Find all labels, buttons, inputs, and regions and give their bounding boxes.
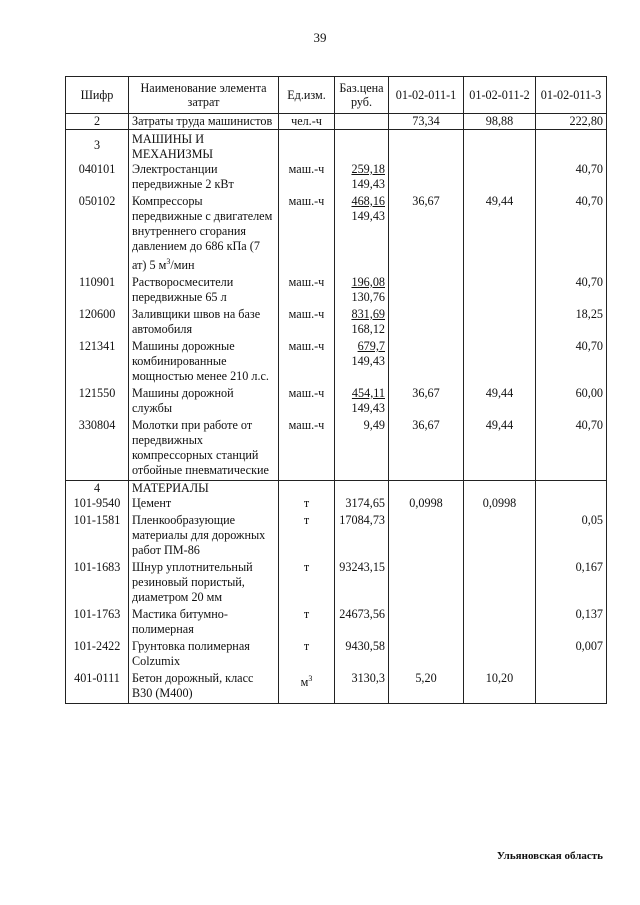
material-price: 24673,56 xyxy=(335,607,389,639)
material-price: 9430,58 xyxy=(335,639,389,671)
machine-price-top: 468,16 xyxy=(351,194,385,208)
machine-name xyxy=(129,162,279,194)
machine-v1 xyxy=(389,275,464,307)
labor-v3: 222,80 xyxy=(536,114,607,130)
material-unit-text: т xyxy=(303,513,310,528)
material-code: 101-9540 xyxy=(66,496,129,513)
material-unit xyxy=(279,513,335,560)
material-code: 101-1763 xyxy=(66,607,129,639)
material-price: 3130,3 xyxy=(335,671,389,704)
machine-price-top: 454,11 xyxy=(351,386,385,401)
materials-section-title: МАТЕРИАЛЫ xyxy=(129,481,279,497)
machine-v2 xyxy=(464,339,536,386)
machine-code: 121550 xyxy=(66,386,129,418)
machine-unit: маш.-ч xyxy=(279,339,335,386)
machine-price-bottom: 149,43 xyxy=(351,354,385,369)
material-unit xyxy=(279,639,335,671)
machine-row xyxy=(66,162,607,194)
machines-section-code: 3 xyxy=(66,130,129,163)
machine-row xyxy=(66,307,607,339)
machine-name-tail: /мин xyxy=(170,258,195,273)
machine-code: 121341 xyxy=(66,339,129,386)
material-v1 xyxy=(389,513,464,560)
material-name: Шнур уплотнительный резиновый пористый, диаметром 20 мм xyxy=(129,560,279,607)
labor-unit: чел.-ч xyxy=(279,114,335,130)
machine-code: 110901 xyxy=(66,275,129,307)
machine-v2 xyxy=(464,307,536,339)
material-unit xyxy=(279,607,335,639)
machine-price-top: 831,69 xyxy=(351,307,385,322)
material-v3 xyxy=(536,496,607,513)
machine-name xyxy=(129,194,279,275)
material-row xyxy=(66,496,607,513)
material-v1 xyxy=(389,607,464,639)
machine-v3: 40,70 xyxy=(536,275,607,307)
material-v3: 0,167 xyxy=(536,560,607,607)
machine-name-text: Молотки при работе от передвижных компрессорных станций отбойные пневматические xyxy=(132,418,269,478)
machine-row xyxy=(66,275,607,307)
machine-name-text: Компрессоры передвижные с двигателем внутреннего сгорания давлением до 686 кПа (7 ат) 5 м xyxy=(132,194,273,273)
machine-v1 xyxy=(389,339,464,386)
material-v3: 0,05 xyxy=(536,513,607,560)
material-name: Грунтовка полимерная Colzumix xyxy=(129,639,279,671)
machine-price xyxy=(335,275,389,307)
material-v2 xyxy=(464,560,536,607)
material-name: Цемент xyxy=(129,496,279,513)
machine-v1: 36,67 xyxy=(389,418,464,481)
machine-price-bottom: 149,43 xyxy=(351,401,385,416)
machine-unit: маш.-ч xyxy=(279,194,335,275)
machine-v2 xyxy=(464,162,536,194)
header-row xyxy=(66,77,607,114)
resource-rates-table xyxy=(65,76,607,704)
machine-v3: 60,00 xyxy=(536,386,607,418)
machine-price-top: 259,18 xyxy=(351,162,385,176)
machine-name xyxy=(129,386,279,418)
material-name: Мастика битумно-полимерная xyxy=(129,607,279,639)
material-code: 401-0111 xyxy=(66,671,129,704)
header-col2: 01-02-011-2 xyxy=(464,77,536,114)
material-unit-text: м xyxy=(300,675,309,690)
machine-price-bottom: 149,43 xyxy=(351,209,385,223)
machine-name xyxy=(129,339,279,386)
machine-name-text: Машины дорожной службы xyxy=(132,386,234,416)
machine-unit: маш.-ч xyxy=(279,418,335,481)
machine-v3: 40,70 xyxy=(536,339,607,386)
material-v2 xyxy=(464,607,536,639)
machine-v3: 18,25 xyxy=(536,307,607,339)
machine-unit: маш.-ч xyxy=(279,307,335,339)
machine-code: 120600 xyxy=(66,307,129,339)
machine-v1 xyxy=(389,162,464,194)
machine-name xyxy=(129,307,279,339)
machine-v2: 49,44 xyxy=(464,386,536,418)
machine-row xyxy=(66,418,607,481)
material-v2 xyxy=(464,513,536,560)
material-price: 93243,15 xyxy=(335,560,389,607)
superscript: 3 xyxy=(308,674,313,684)
machine-unit: маш.-ч xyxy=(279,386,335,418)
machine-name-text: Электростанции передвижные 2 кВт xyxy=(132,162,234,191)
material-v2: 10,20 xyxy=(464,671,536,704)
machine-price xyxy=(335,339,389,386)
material-unit xyxy=(279,560,335,607)
labor-price xyxy=(335,114,389,130)
material-price: 17084,73 xyxy=(335,513,389,560)
machine-row xyxy=(66,386,607,418)
header-col1: 01-02-011-1 xyxy=(389,77,464,114)
material-unit-text: т xyxy=(303,639,310,654)
machine-code: 040101 xyxy=(66,162,129,194)
machine-name-text: Заливщики швов на базе автомобиля xyxy=(132,307,261,337)
machine-price-bottom: 168,12 xyxy=(351,322,385,337)
machine-v2 xyxy=(464,275,536,307)
machine-v2: 49,44 xyxy=(464,418,536,481)
material-price: 3174,65 xyxy=(335,496,389,513)
material-row xyxy=(66,671,607,704)
machine-code: 330804 xyxy=(66,418,129,481)
material-row xyxy=(66,513,607,560)
machine-price-top: 9,49 xyxy=(363,418,385,433)
material-name: Пленкообразующие материалы для дорожных работ ПМ-86 xyxy=(129,513,279,560)
machine-name-text: Машины дорожные комбинированные мощностью менее 210 л.с. xyxy=(132,339,269,384)
material-row xyxy=(66,560,607,607)
material-v1: 0,0998 xyxy=(389,496,464,513)
machine-price xyxy=(335,386,389,418)
machine-v1: 36,67 xyxy=(389,194,464,275)
material-code: 101-1581 xyxy=(66,513,129,560)
material-v3 xyxy=(536,671,607,704)
machine-price xyxy=(335,418,389,481)
material-row xyxy=(66,607,607,639)
header-unit: Ед.изм. xyxy=(279,77,335,114)
machines-section-title: МАШИНЫ И МЕХАНИЗМЫ xyxy=(129,130,279,163)
machine-name xyxy=(129,275,279,307)
machine-price-bottom: 149,43 xyxy=(351,177,385,191)
material-row xyxy=(66,639,607,671)
machine-row xyxy=(66,194,607,275)
machine-price xyxy=(335,194,389,275)
machine-code: 050102 xyxy=(66,194,129,275)
header-price: Баз.цена руб. xyxy=(335,77,389,114)
materials-section-code: 4 xyxy=(66,481,129,497)
machine-unit: маш.-ч xyxy=(279,275,335,307)
material-unit xyxy=(279,671,335,704)
material-unit xyxy=(279,496,335,513)
machines-section-row xyxy=(66,130,607,163)
material-unit-text: т xyxy=(303,496,310,511)
machine-price-bottom: 130,76 xyxy=(351,290,385,305)
material-v1: 5,20 xyxy=(389,671,464,704)
machine-price xyxy=(335,307,389,339)
machine-v1 xyxy=(389,307,464,339)
machine-v3: 40,70 xyxy=(536,418,607,481)
header-name: Наименование элемента затрат xyxy=(129,77,279,114)
labor-row xyxy=(66,114,607,130)
machine-row xyxy=(66,339,607,386)
material-v3: 0,007 xyxy=(536,639,607,671)
material-v1 xyxy=(389,639,464,671)
material-code: 101-2422 xyxy=(66,639,129,671)
machine-v3: 40,70 xyxy=(536,194,607,275)
machine-price-top: 196,08 xyxy=(351,275,385,290)
material-v2 xyxy=(464,639,536,671)
page-number: 39 xyxy=(313,30,327,45)
material-name: Бетон дорожный, класс В30 (М400) xyxy=(129,671,279,704)
machine-name-text: Растворосмесители передвижные 65 л xyxy=(132,275,234,305)
material-code: 101-1683 xyxy=(66,560,129,607)
materials-section-row xyxy=(66,481,607,497)
material-v2: 0,0998 xyxy=(464,496,536,513)
labor-v1: 73,34 xyxy=(389,114,464,130)
labor-v2: 98,88 xyxy=(464,114,536,130)
machine-v3: 40,70 xyxy=(536,162,607,194)
material-unit-text: т xyxy=(303,560,310,575)
header-col3: 01-02-011-3 xyxy=(536,77,607,114)
material-v3: 0,137 xyxy=(536,607,607,639)
machine-price-top: 679,7 xyxy=(357,339,385,354)
machine-unit: маш.-ч xyxy=(279,162,335,194)
labor-name: Затраты труда машинистов xyxy=(129,114,279,130)
material-v1 xyxy=(389,560,464,607)
footer-region: Ульяновская область xyxy=(496,850,603,862)
machine-v2: 49,44 xyxy=(464,194,536,275)
labor-code: 2 xyxy=(66,114,129,130)
material-unit-text: т xyxy=(303,607,310,622)
machine-price xyxy=(335,162,389,194)
header-code: Шифр xyxy=(66,77,129,114)
superscript: 3 xyxy=(166,257,171,266)
machine-v1: 36,67 xyxy=(389,386,464,418)
machine-name xyxy=(129,418,279,481)
